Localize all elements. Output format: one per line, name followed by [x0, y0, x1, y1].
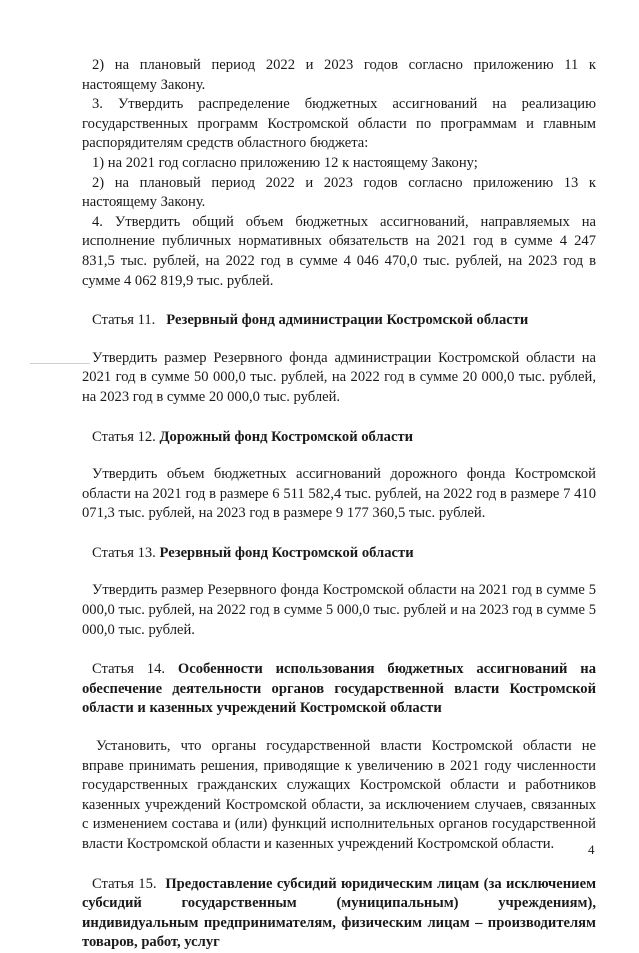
article-13-label: Статья 13.	[92, 544, 156, 561]
article-11-title: Резервный фонд администрации Костромской области	[166, 312, 529, 329]
article-13-heading	[82, 544, 596, 564]
article-14-title: Особенности использования бюджетных ассигнований на обеспечение деятельности органов государственной власти Костромской области и казенных учреждений Костромской области	[82, 661, 596, 717]
paragraph-annex-11: 2) на плановый период 2022 и 2023 годов согласно приложению 11 к настоящему Закону.	[82, 57, 596, 93]
article-14-label: Статья 14.	[92, 661, 166, 678]
article-13-text: Утвердить размер Резервного фонда Костромской области на 2021 год в сумме 5 000,0 тыс. рублей, на 2022 год в сумме 5 000,0 тыс. рублей и на 2023 год в сумме 5 000,0 тыс. рублей.	[82, 582, 596, 638]
paragraph-annex-12: 1) на 2021 год согласно приложению 12 к настоящему Закону;	[92, 154, 478, 171]
page-number: 4	[588, 842, 595, 857]
article-12-text: Утвердить объем бюджетных ассигнований дорожного фонда Костромской области на 2021 год в размере 6 511 582,4 тыс. рублей, на 2022 год в размере 7 410 071,3 тыс. рублей, на 2023 год в размере 9 177 360,5 тыс. рублей.	[82, 466, 596, 522]
paragraph-annex-13: 2) на плановый период 2022 и 2023 годов согласно приложению 13 к настоящему Закону.	[82, 174, 596, 211]
article-11-heading	[82, 311, 596, 331]
article-15-title: Предоставление субсидий юридическим лицам (за исключением субсидий государственным (муниципальным) учреждениям), индивидуальным предпринимателям, физическим лицам – производителям товаров, работ, услуг	[82, 875, 597, 951]
article-14-heading	[82, 660, 596, 719]
article-12-label: Статья 12.	[92, 428, 156, 445]
article-11-label: Статья 11.	[92, 312, 156, 329]
article-13-title: Резервный фонд Костромской области	[159, 544, 414, 561]
article-14-text: Установить, что органы государственной власти Костромской области не вправе принимать решения, приводящие к увеличению в 2021 году численности государственных гражданских служащих Костромской области и работников казенных учреждений Костромской области, за исключением случаев, связанных с изменением состава и (или) функций исполнительных органов государственной власти Костромской области и казенных учреждений Костромской области.	[82, 738, 596, 852]
article-15-heading	[82, 875, 596, 953]
paragraph-item-3: 3. Утвердить распределение бюджетных ассигнований на реализацию государственных программ Костромской области по программам и главным распорядителям средств областного бюджета:	[82, 96, 596, 152]
article-11-text: Утвердить размер Резервного фонда администрации Костромской области на 2021 год в сумме 50 000,0 тыс. рублей, на 2022 год в сумме 20 000,0 тыс. рублей, на 2023 год в сумме 20 000,0 тыс. рублей.	[82, 349, 596, 405]
article-15-label: Статья 15.	[92, 875, 157, 892]
document-body	[82, 56, 596, 953]
paragraph-item-4: 4. Утвердить общий объем бюджетных ассигнований, направляемых на исполнение публичных нормативных обязательств на 2021 год в сумме 4 247 831,5 тыс. рублей, на 2022 год в сумме 4 046 470,0 тыс. рублей, на 2023 год в сумме 4 062 819,9 тыс. рублей.	[82, 213, 596, 289]
scan-artifact-line	[30, 363, 90, 364]
article-12-heading	[82, 428, 596, 448]
article-12-title: Дорожный фонд Костромской области	[159, 428, 414, 445]
